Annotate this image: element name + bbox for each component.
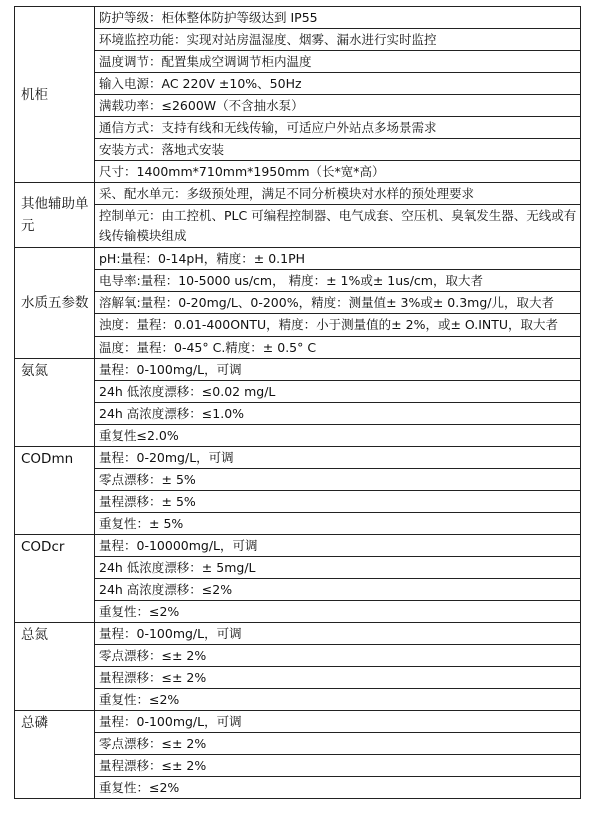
spec-cell: 零点漂移：≤± 2% bbox=[95, 733, 581, 755]
spec-cell: 温度调节：配置集成空调调节柜内温度 bbox=[95, 51, 581, 73]
table-row bbox=[15, 270, 581, 292]
spec-cell: 输入电源：AC 220V ±10%、50Hz bbox=[95, 73, 581, 95]
table-row bbox=[15, 139, 581, 161]
table-row bbox=[15, 381, 581, 403]
table-row bbox=[15, 425, 581, 447]
spec-cell: 零点漂移：≤± 2% bbox=[95, 645, 581, 667]
table-row bbox=[15, 161, 581, 183]
spec-cell: 重复性：± 5% bbox=[95, 513, 581, 535]
table-row bbox=[15, 183, 581, 205]
table-row bbox=[15, 95, 581, 117]
category-codmn: CODmn bbox=[15, 447, 95, 535]
table-row bbox=[15, 601, 581, 623]
spec-cell: pH:量程：0-14pH，精度：± 0.1PH bbox=[95, 248, 581, 270]
spec-cell: 重复性：≤2% bbox=[95, 777, 581, 799]
spec-cell: 量程：0-20mg/L，可调 bbox=[95, 447, 581, 469]
spec-cell: 防护等级：柜体整体防护等级达到 IP55 bbox=[95, 7, 581, 29]
spec-cell: 量程：0-100mg/L，可调 bbox=[95, 359, 581, 381]
table-row bbox=[15, 491, 581, 513]
category-ammonia: 氨氮 bbox=[15, 359, 95, 447]
table-row bbox=[15, 469, 581, 491]
category-total-phosphorus: 总磷 bbox=[15, 711, 95, 799]
table-row bbox=[15, 623, 581, 645]
category-cabinet: 机柜 bbox=[15, 7, 95, 183]
spec-cell: 通信方式：支持有线和无线传输，可适应户外站点多场景需求 bbox=[95, 117, 581, 139]
spec-cell: 环境监控功能：实现对站房温湿度、烟雾、漏水进行实时监控 bbox=[95, 29, 581, 51]
table-row bbox=[15, 667, 581, 689]
spec-cell: 量程：0-100mg/L，可调 bbox=[95, 623, 581, 645]
spec-cell: 零点漂移：± 5% bbox=[95, 469, 581, 491]
spec-cell: 浊度：量程：0.01-400ONTU，精度：小于测量值的± 2%，或± O.INTU，取大者 bbox=[95, 314, 581, 337]
table-row bbox=[15, 7, 581, 29]
spec-cell: 量程漂移：≤± 2% bbox=[95, 755, 581, 777]
spec-cell: 采、配水单元：多级预处理，满足不同分析模块对水样的预处理要求 bbox=[95, 183, 581, 205]
category-water-quality: 水质五参数 bbox=[15, 248, 95, 359]
category-auxiliary: 其他辅助单元 bbox=[15, 183, 95, 248]
table-row bbox=[15, 29, 581, 51]
spec-cell: 温度：量程：0-45° C.精度：± 0.5° C bbox=[95, 337, 581, 359]
spec-cell: 溶解氧:量程：0-20mg/L、0-200%，精度：测量值± 3%或± 0.3mg/儿，取大者 bbox=[95, 292, 581, 314]
table-row bbox=[15, 711, 581, 733]
table-row bbox=[15, 777, 581, 799]
spec-cell: 重复性：≤2% bbox=[95, 601, 581, 623]
spec-cell: 重复性≤2.0% bbox=[95, 425, 581, 447]
spec-cell: 电导率:量程：10-5000 us/cm， 精度：± 1%或± 1us/cm，取大者 bbox=[95, 270, 581, 292]
spec-cell: 24h 高浓度漂移：≤1.0% bbox=[95, 403, 581, 425]
spec-cell: 24h 高浓度漂移：≤2% bbox=[95, 579, 581, 601]
table-row bbox=[15, 733, 581, 755]
table-row bbox=[15, 535, 581, 557]
table-row bbox=[15, 359, 581, 381]
spec-cell: 量程漂移：± 5% bbox=[95, 491, 581, 513]
table-row bbox=[15, 755, 581, 777]
table-row bbox=[15, 403, 581, 425]
table-row bbox=[15, 557, 581, 579]
spec-cell: 量程：0-10000mg/L，可调 bbox=[95, 535, 581, 557]
spec-cell: 重复性：≤2% bbox=[95, 689, 581, 711]
table-row bbox=[15, 51, 581, 73]
table-row bbox=[15, 645, 581, 667]
table-row bbox=[15, 579, 581, 601]
spec-cell: 量程：0-100mg/L，可调 bbox=[95, 711, 581, 733]
table-row bbox=[15, 292, 581, 314]
spec-cell: 24h 低浓度漂移：≤0.02 mg/L bbox=[95, 381, 581, 403]
table-row bbox=[15, 117, 581, 139]
table-row bbox=[15, 513, 581, 535]
category-total-nitrogen: 总氮 bbox=[15, 623, 95, 711]
table-row bbox=[15, 248, 581, 270]
table-row bbox=[15, 314, 581, 337]
table-row bbox=[15, 337, 581, 359]
category-codcr: CODcr bbox=[15, 535, 95, 623]
table-row bbox=[15, 73, 581, 95]
table-row bbox=[15, 205, 581, 248]
table-row bbox=[15, 447, 581, 469]
spec-cell: 控制单元：由工控机、PLC 可编程控制器、电气成套、空压机、臭氧发生器、无线或有线传输模块组成 bbox=[95, 205, 581, 248]
spec-cell: 量程漂移：≤± 2% bbox=[95, 667, 581, 689]
spec-table bbox=[14, 6, 581, 799]
spec-cell: 安装方式：落地式安装 bbox=[95, 139, 581, 161]
spec-cell: 尺寸：1400mm*710mm*1950mm（长*宽*高） bbox=[95, 161, 581, 183]
table-row bbox=[15, 689, 581, 711]
spec-cell: 满载功率：≤2600W（不含抽水泵） bbox=[95, 95, 581, 117]
spec-cell: 24h 低浓度漂移：± 5mg/L bbox=[95, 557, 581, 579]
